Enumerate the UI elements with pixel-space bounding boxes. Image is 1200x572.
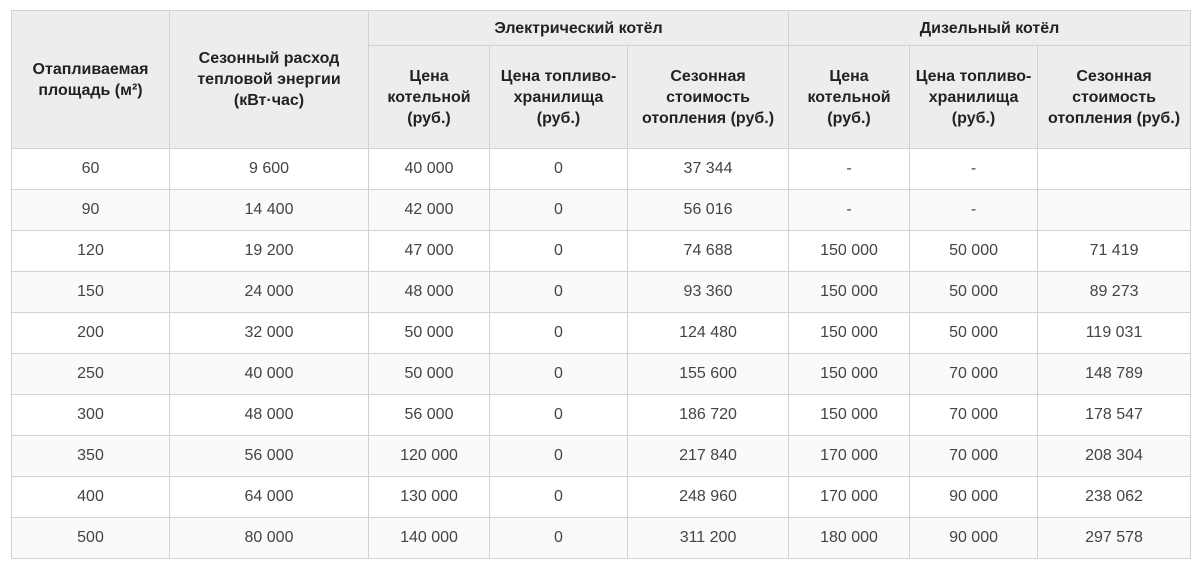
header-electric-group: Электрический котёл [369, 11, 789, 46]
cell-electric-season-cost: 155 600 [628, 354, 789, 395]
cell-electric-storage-price: 0 [490, 272, 628, 313]
cell-diesel-storage-price: 50 000 [910, 231, 1038, 272]
table-header [12, 11, 1191, 149]
cell-electric-season-cost: 248 960 [628, 477, 789, 518]
header-diesel-group: Дизельный котёл [789, 11, 1191, 46]
cell-electric-storage-price: 0 [490, 477, 628, 518]
cell-electric-storage-price: 0 [490, 436, 628, 477]
cell-diesel-storage-price: 50 000 [910, 313, 1038, 354]
cell-diesel-season-cost: 297 578 [1038, 518, 1191, 559]
cell-diesel-storage-price: 70 000 [910, 436, 1038, 477]
cell-electric-season-cost: 74 688 [628, 231, 789, 272]
cell-electric-boiler-price: 40 000 [369, 149, 490, 190]
header-row-groups [12, 11, 1191, 46]
cell-diesel-boiler-price: - [789, 149, 910, 190]
cell-electric-season-cost: 217 840 [628, 436, 789, 477]
cell-diesel-boiler-price: 150 000 [789, 231, 910, 272]
cell-area: 150 [12, 272, 170, 313]
cell-diesel-season-cost [1038, 190, 1191, 231]
cell-electric-storage-price: 0 [490, 190, 628, 231]
table-row [12, 518, 1191, 559]
cell-electric-boiler-price: 120 000 [369, 436, 490, 477]
table-row [12, 272, 1191, 313]
cell-diesel-boiler-price: - [789, 190, 910, 231]
table-row [12, 190, 1191, 231]
cell-electric-storage-price: 0 [490, 518, 628, 559]
cell-diesel-boiler-price: 170 000 [789, 436, 910, 477]
cell-diesel-season-cost: 71 419 [1038, 231, 1191, 272]
header-consumption: Сезонный расход тепловой энергии (кВт·час) [170, 11, 369, 149]
cell-area: 90 [12, 190, 170, 231]
header-diesel-season-cost: Сезонная стоимость отопления (руб.) [1038, 46, 1191, 149]
header-diesel-storage-price: Цена топливо-хранилища (руб.) [910, 46, 1038, 149]
cell-diesel-storage-price: 90 000 [910, 477, 1038, 518]
cell-electric-season-cost: 37 344 [628, 149, 789, 190]
table-body [12, 149, 1191, 559]
table-row [12, 313, 1191, 354]
cell-area: 300 [12, 395, 170, 436]
header-electric-storage-price: Цена топливо-хранилища (руб.) [490, 46, 628, 149]
cell-consumption: 19 200 [170, 231, 369, 272]
cell-diesel-storage-price: 50 000 [910, 272, 1038, 313]
cell-electric-boiler-price: 50 000 [369, 313, 490, 354]
cell-electric-storage-price: 0 [490, 231, 628, 272]
table-row [12, 395, 1191, 436]
heating-cost-table [11, 10, 1191, 559]
cell-diesel-season-cost: 178 547 [1038, 395, 1191, 436]
cell-diesel-boiler-price: 180 000 [789, 518, 910, 559]
table-container [11, 10, 1190, 559]
cell-electric-season-cost: 311 200 [628, 518, 789, 559]
cell-consumption: 48 000 [170, 395, 369, 436]
cell-electric-season-cost: 186 720 [628, 395, 789, 436]
cell-electric-season-cost: 124 480 [628, 313, 789, 354]
header-electric-boiler-price: Цена котельной (руб.) [369, 46, 490, 149]
cell-diesel-boiler-price: 150 000 [789, 395, 910, 436]
cell-area: 120 [12, 231, 170, 272]
cell-area: 500 [12, 518, 170, 559]
cell-electric-season-cost: 56 016 [628, 190, 789, 231]
cell-consumption: 24 000 [170, 272, 369, 313]
cell-electric-storage-price: 0 [490, 354, 628, 395]
cell-electric-boiler-price: 130 000 [369, 477, 490, 518]
cell-diesel-boiler-price: 170 000 [789, 477, 910, 518]
cell-consumption: 9 600 [170, 149, 369, 190]
table-row [12, 231, 1191, 272]
cell-diesel-season-cost: 148 789 [1038, 354, 1191, 395]
table-row [12, 477, 1191, 518]
cell-diesel-season-cost [1038, 149, 1191, 190]
cell-electric-storage-price: 0 [490, 313, 628, 354]
cell-electric-storage-price: 0 [490, 149, 628, 190]
cell-consumption: 56 000 [170, 436, 369, 477]
cell-area: 60 [12, 149, 170, 190]
cell-electric-boiler-price: 42 000 [369, 190, 490, 231]
cell-diesel-season-cost: 119 031 [1038, 313, 1191, 354]
cell-diesel-season-cost: 89 273 [1038, 272, 1191, 313]
cell-consumption: 14 400 [170, 190, 369, 231]
cell-electric-boiler-price: 47 000 [369, 231, 490, 272]
cell-diesel-season-cost: 208 304 [1038, 436, 1191, 477]
cell-electric-boiler-price: 48 000 [369, 272, 490, 313]
cell-diesel-storage-price: 70 000 [910, 395, 1038, 436]
cell-area: 250 [12, 354, 170, 395]
cell-diesel-boiler-price: 150 000 [789, 272, 910, 313]
cell-consumption: 80 000 [170, 518, 369, 559]
cell-diesel-boiler-price: 150 000 [789, 354, 910, 395]
cell-diesel-boiler-price: 150 000 [789, 313, 910, 354]
cell-electric-boiler-price: 140 000 [369, 518, 490, 559]
cell-diesel-storage-price: - [910, 190, 1038, 231]
cell-consumption: 40 000 [170, 354, 369, 395]
header-electric-season-cost: Сезонная стоимость отопления (руб.) [628, 46, 789, 149]
cell-diesel-season-cost: 238 062 [1038, 477, 1191, 518]
cell-consumption: 32 000 [170, 313, 369, 354]
cell-diesel-storage-price: 90 000 [910, 518, 1038, 559]
cell-electric-boiler-price: 50 000 [369, 354, 490, 395]
cell-diesel-storage-price: - [910, 149, 1038, 190]
cell-consumption: 64 000 [170, 477, 369, 518]
header-area: Отапливаемая площадь (м²) [12, 11, 170, 149]
cell-electric-boiler-price: 56 000 [369, 395, 490, 436]
header-diesel-boiler-price: Цена котельной (руб.) [789, 46, 910, 149]
cell-area: 200 [12, 313, 170, 354]
table-row [12, 149, 1191, 190]
cell-diesel-storage-price: 70 000 [910, 354, 1038, 395]
cell-area: 400 [12, 477, 170, 518]
cell-electric-storage-price: 0 [490, 395, 628, 436]
table-row [12, 354, 1191, 395]
cell-area: 350 [12, 436, 170, 477]
table-row [12, 436, 1191, 477]
cell-electric-season-cost: 93 360 [628, 272, 789, 313]
